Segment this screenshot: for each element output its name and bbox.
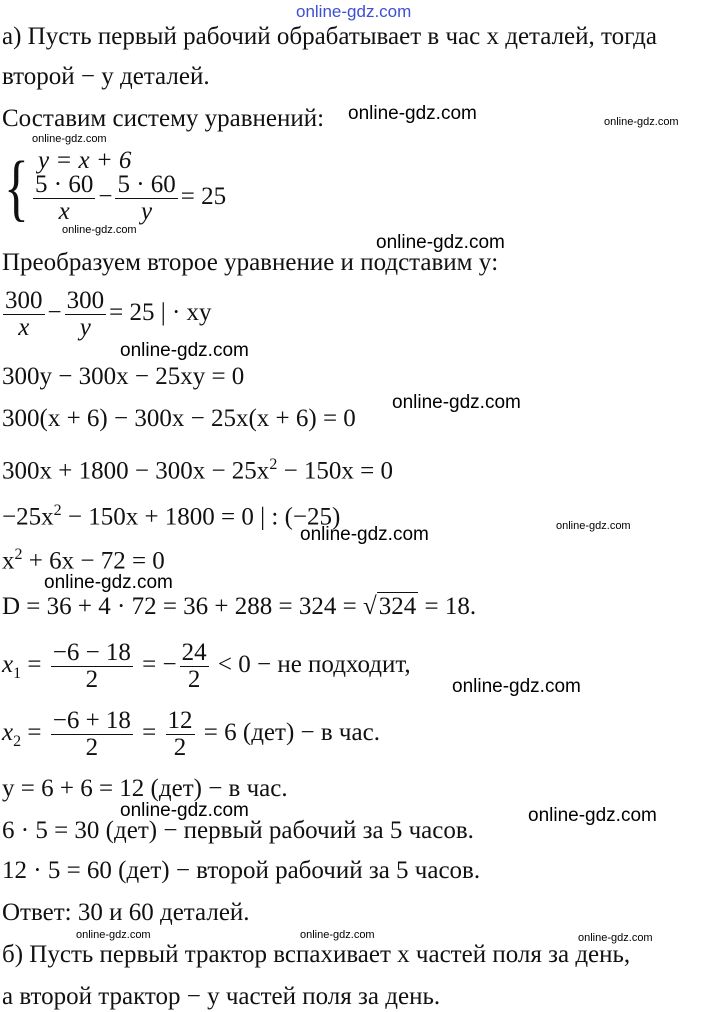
text-line: 6 · 5 = 30 (дет) − первый рабочий за 5 часов. bbox=[2, 817, 474, 844]
watermark: online-gdz.com bbox=[376, 232, 505, 253]
numerator: −6 − 18 bbox=[52, 639, 131, 666]
root-x2-line bbox=[2, 708, 380, 761]
equation-part: −25x bbox=[2, 503, 54, 531]
watermark: online-gdz.com bbox=[604, 116, 679, 128]
text-line: б) Пусть первый трактор вспахивает x частей поля за день, bbox=[2, 941, 631, 968]
watermark: online-gdz.com bbox=[76, 929, 151, 941]
system-equation-1: y = x + 6 bbox=[38, 147, 132, 174]
numerator: 300 bbox=[5, 287, 43, 314]
equation-fraction: $\frac{300}{x}$ − $\frac{300}{y}$ = 25 | · xy bbox=[5, 287, 212, 341]
variable: x bbox=[2, 719, 14, 747]
watermark: online-gdz.com bbox=[556, 520, 631, 532]
denominator: 2 bbox=[187, 666, 201, 693]
system-equation-2: $\frac{5 \cdot 60}{x}$ − $\frac{5 \cdot 60}{y}$ = 25 bbox=[35, 171, 227, 225]
denominator: y bbox=[79, 314, 91, 341]
text-line: 12 · 5 = 60 (дет) − второй рабочий за 5 часов. bbox=[2, 857, 481, 884]
watermark: online-gdz.com bbox=[44, 572, 173, 593]
numerator: 5 · 60 bbox=[35, 171, 94, 198]
system-brace: { bbox=[4, 147, 29, 229]
watermark: online-gdz.com bbox=[348, 103, 477, 124]
denominator: y bbox=[141, 198, 153, 225]
equation-part: − 150x = 0 bbox=[277, 457, 394, 485]
equation-part: = − bbox=[135, 651, 177, 679]
numerator: 24 bbox=[181, 639, 207, 666]
numerator: 12 bbox=[167, 707, 193, 734]
watermark: online-gdz.com bbox=[392, 392, 521, 413]
watermark: online-gdz.com bbox=[120, 800, 249, 821]
denominator: 2 bbox=[85, 666, 99, 693]
text-line: а) Пусть первый рабочий обрабатывает в час x деталей, тогда bbox=[2, 23, 657, 50]
numerator: −6 + 18 bbox=[52, 707, 131, 734]
equation-part: + 6x − 72 = 0 bbox=[22, 547, 165, 575]
equation-part: 300x + 1800 − 300x − 25x bbox=[2, 457, 270, 485]
watermark: online-gdz.com bbox=[32, 133, 107, 145]
watermark: online-gdz.com bbox=[62, 224, 137, 236]
text-line: Составим систему уравнений: bbox=[2, 105, 325, 132]
watermark: online-gdz.com bbox=[300, 929, 375, 941]
watermark: online-gdz.com bbox=[300, 524, 429, 545]
equation-part: = 6 (дет) − в час. bbox=[197, 719, 380, 747]
equation-line: 300(x + 6) − 300x − 25x(x + 6) = 0 bbox=[2, 405, 356, 432]
equation-part: = 18. bbox=[418, 593, 477, 620]
watermark: online-gdz.com bbox=[120, 340, 249, 361]
equation-line: $300x + 1800 - 300x - 25x^2 - 150x = 0$ bbox=[2, 456, 394, 485]
watermark: online-gdz.com bbox=[528, 805, 657, 826]
watermark: online-gdz.com bbox=[452, 676, 581, 697]
equation-line: 300y − 300x − 25xy = 0 bbox=[2, 363, 245, 390]
equation-part: < 0 − не подходит, bbox=[211, 651, 411, 679]
denominator: x bbox=[18, 314, 30, 341]
denominator: 2 bbox=[85, 734, 99, 761]
subscript: 1 bbox=[13, 665, 22, 683]
subscript: 2 bbox=[13, 733, 22, 751]
root-x1-line bbox=[2, 640, 411, 693]
watermark: online-gdz.com bbox=[578, 932, 653, 944]
text-line: второй − y деталей. bbox=[2, 63, 210, 90]
equation-part: x bbox=[2, 547, 15, 575]
text-line: y = 6 + 6 = 12 (дет) − в час. bbox=[2, 775, 288, 802]
text-line: Преобразуем второе уравнение и подставим y: bbox=[2, 249, 499, 276]
equation-part: = bbox=[21, 651, 48, 679]
sqrt-radicand: 324 bbox=[378, 593, 417, 620]
equation-rest: = 25 bbox=[180, 183, 227, 211]
equation-part: = bbox=[135, 719, 163, 747]
equation-part: − 150x + 1800 = 0 | : (−25) bbox=[61, 503, 341, 531]
equation-line: $-25x^2 - 150x + 1800 = 0$ | : (−25) bbox=[2, 502, 341, 531]
text-line: а второй трактор − y частей поля за день. bbox=[2, 983, 441, 1010]
variable: x bbox=[2, 651, 14, 679]
numerator: 300 bbox=[66, 287, 105, 314]
numerator: 5 · 60 bbox=[117, 171, 176, 198]
denominator: 2 bbox=[173, 734, 187, 761]
denominator: x bbox=[58, 198, 70, 225]
equation-part: D = 36 + 4 · 72 = 36 + 288 = 324 = bbox=[2, 593, 363, 620]
equation-part: = bbox=[21, 719, 48, 747]
answer-line: Ответ: 30 и 60 деталей. bbox=[2, 899, 250, 926]
equation-line: $x^2 + 6x - 72 = 0$ bbox=[2, 546, 165, 575]
equation-rest: = 25 | · xy bbox=[109, 299, 212, 327]
watermark: online-gdz.com bbox=[296, 2, 412, 21]
discriminant-line: D = 36 + 4 · 72 = 36 + 288 = 324 = √324 = 18. bbox=[2, 593, 477, 620]
